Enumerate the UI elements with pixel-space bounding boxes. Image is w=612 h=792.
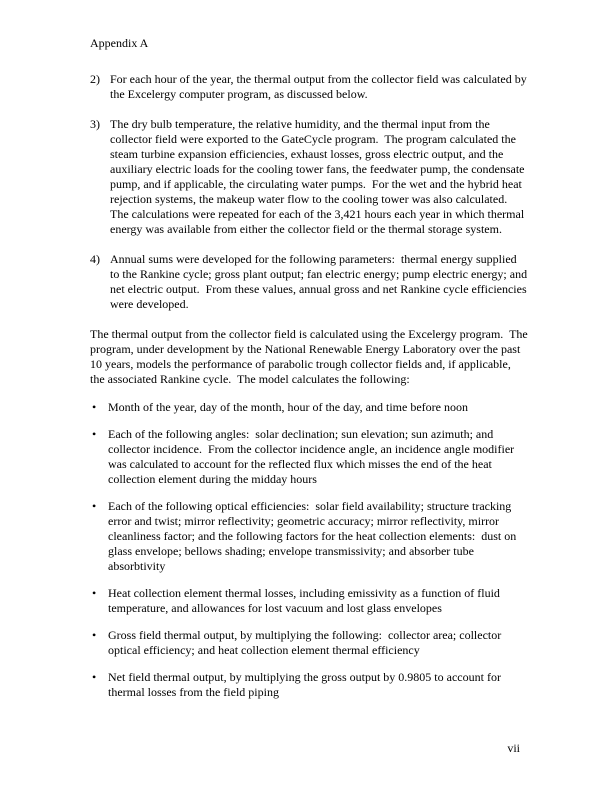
- item-number: 4): [90, 252, 100, 266]
- item-text: The dry bulb temperature, the relative humidity, and the thermal input from the collector field were exported to the GateCycle program. The program calculated the steam turbine expansion efficiencies, exhaust losses, gross electric output, and the auxiliary electric loads for the cooling tower fans, the feedwater pump, the condensate pump, and if applicable, the circulating water pumps. For the wet and the hybrid heat rejection systems, the makeup water flow to the cooling tower was also calculated. The calculations were repeated for each of the 3,421 hours each year in which thermal energy was available from either the collector field or the thermal storage system.: [110, 117, 528, 236]
- numbered-item-2: [90, 72, 528, 102]
- bullet-text: Net field thermal output, by multiplying the gross output by 0.9805 to account for thermal losses from the field piping: [108, 670, 504, 699]
- bullet-text: Each of the following angles: solar declination; sun elevation; sun azimuth; and collector incidence. From the collector incidence angle, an incidence angle modifier was calculated to account for the reflected flux which misses the end of the heat collection element during the midday hours: [108, 427, 518, 486]
- bullet-icon: •: [92, 628, 97, 642]
- bullet-icon: •: [92, 670, 97, 684]
- bullet-text: Month of the year, day of the month, hour of the day, and time before noon: [108, 400, 468, 414]
- bullet-icon: •: [92, 400, 97, 414]
- bullet-text: Each of the following optical efficiencies: solar field availability; structure tracking error and twist; mirror reflectivity; geometric accuracy; mirror reflectivity, mirror cleanliness factor; and the following factors for the heat collection elements: dust on glass envelope; bellows shading; envelope transmissivity; and absorber tube absorbtivity: [108, 499, 520, 573]
- item-number: 3): [90, 117, 100, 131]
- body-paragraph: The thermal output from the collector field is calculated using the Excelergy program. The program, under development by the National Renewable Energy Laboratory over the past 10 years, models the performance of parabolic trough collector fields and, if applicable, the associated Rankine cycle. The model calculates the following:: [90, 327, 531, 386]
- numbered-item-3: [90, 117, 528, 237]
- bullet-text: Heat collection element thermal losses, including emissivity as a function of fluid temperature, and allowances for lost vacuum and lost glass envelopes: [108, 586, 503, 615]
- numbered-item-4: [90, 252, 531, 312]
- bullet-text: Gross field thermal output, by multiplying the following: collector area; collector optical efficiency; and heat collection element thermal efficiency: [108, 628, 505, 657]
- bullet-icon: •: [92, 586, 97, 600]
- item-text: For each hour of the year, the thermal output from the collector field was calculated by the Excelergy computer program, as discussed below.: [110, 72, 530, 101]
- bullet-item: [90, 427, 528, 487]
- item-number: 2): [90, 72, 100, 86]
- bullet-icon: •: [92, 427, 97, 441]
- page-number: vii: [507, 741, 520, 755]
- numbered-list: [90, 72, 531, 312]
- bullet-icon: •: [92, 499, 97, 513]
- bullet-item: [90, 400, 528, 415]
- bullet-item: [90, 586, 528, 616]
- appendix-header: Appendix A: [90, 36, 149, 50]
- bullet-item: [90, 499, 528, 574]
- bullet-item: [90, 670, 528, 700]
- bullet-list: [90, 400, 528, 700]
- bullet-item: [90, 628, 528, 658]
- item-text: Annual sums were developed for the following parameters: thermal energy supplied to the Rankine cycle; gross plant output; fan electric energy; pump electric energy; and net electric output. From these values, annual gross and net Rankine cycle efficiencies were developed.: [110, 252, 531, 311]
